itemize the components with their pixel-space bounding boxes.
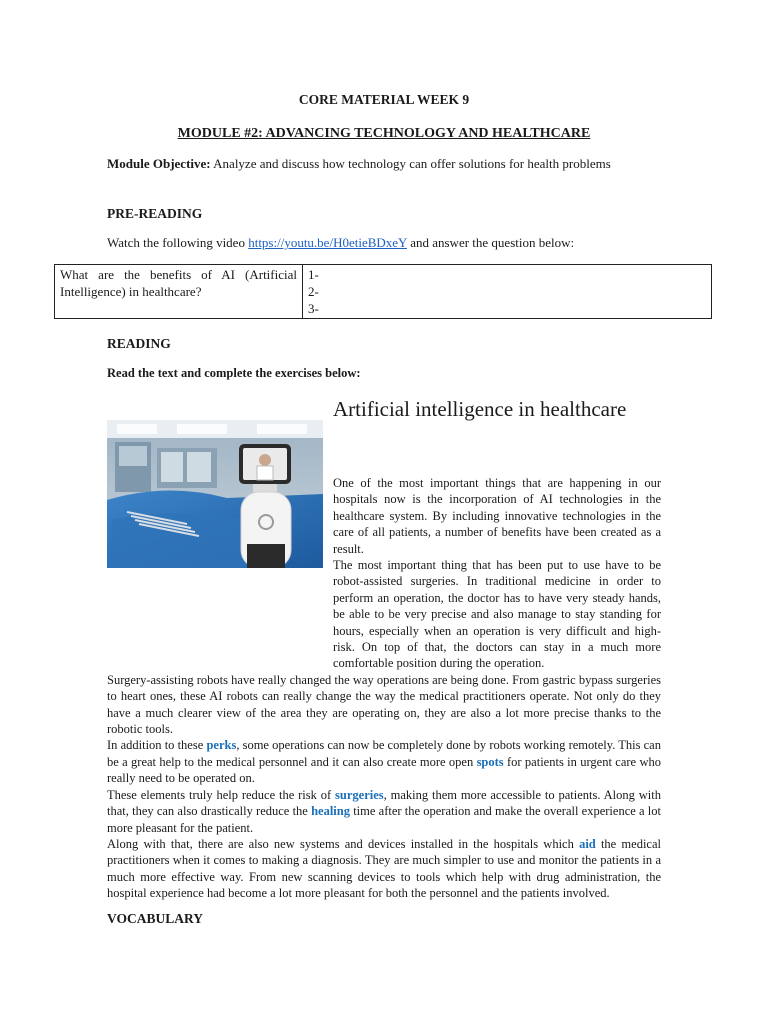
video-link[interactable]: https://youtu.be/H0etieBDxeY [248,235,407,250]
module-title: MODULE #2: ADVANCING TECHNOLOGY AND HEALTHCARE [177,126,591,141]
keyword-spots: spots [476,754,504,769]
keyword-aid: aid [579,836,596,851]
paragraph-text: the medical practitioners when it comes to making a diagnosis. They are much simpler to use and monitor the patients in a much more effective way. From new scanning devices to tools which help with drug administration, the hospital experience had become a lot more pleasant for both the personnel and the patients involved. [107,836,661,901]
reading-instruction: Read the text and complete the exercises below: [107,366,361,380]
article-paragraph: The most important thing that has been put to use have to be robot-assisted surgeries. In traditional medicine in order to perform an operation, the doctor has to have very steady hands, be able to be very precise and also manage to stay standing for hours, especially when an operation is very difficult and high-risk. On top of that, the doctors can stay in a much more comfortable position during the operation. [333,558,661,671]
objective-label: Module Objective: [107,156,211,171]
paragraph-text: , making them more accessible to patients. Along with that, they can also drastically reduce the [107,787,661,819]
watch-text-after: and answer the question below: [406,235,575,250]
watch-instruction [107,235,667,251]
module-objective [107,155,661,172]
question-cell: What are the benefits of AI (Artificial Intelligence) in healthcare? [55,265,303,319]
paragraph-text: These elements truly help reduce the risk of [107,787,336,802]
paragraph-text: Along with that, there are also new systems and devices installed in the hospitals which [107,836,580,851]
article-paragraph [107,787,661,836]
paragraph-text: time after the operation and make the overall experience a lot more pleasant for the patient. [107,804,661,835]
robot-operating-room-photo [107,420,323,568]
paragraph-text: , some operations can now be completely done by robots working remotely. This can be a great help to the medical personnel and it can also create more open [107,738,661,769]
keyword-healing: healing [311,804,350,819]
answer-line-3: 3- [308,301,319,316]
question-table [54,264,712,319]
vocabulary-heading: VOCABULARY [107,911,204,926]
watch-text-before: Watch the following video [107,235,249,250]
pre-reading-heading: PRE-READING [107,206,203,221]
article-title: Artificial intelligence in healthcare [333,397,627,421]
answer-cell[interactable] [303,265,712,319]
keyword-surgeries: surgeries [335,787,384,802]
paragraph-text: for patients in urgent care who really need to be operated on. [107,754,661,786]
answer-line-1: 1- [308,267,319,282]
page-title: CORE MATERIAL WEEK 9 [298,92,470,107]
keyword-perks: perks [206,738,237,753]
objective-text: Analyze and discuss how technology can offer solutions for health problems [210,156,611,171]
article-paragraph [107,836,661,902]
paragraph-text: In addition to these [107,738,207,753]
article-intro: One of the most important things that are happening in our hospitals now is the incorporation of AI technologies in the healthcare system. By including innovative technologies in the care of all patients, a number of benefits have been created as a result. [333,476,661,556]
answer-line-2: 2- [308,284,319,299]
article-body [107,557,661,902]
article-paragraph [107,737,661,786]
reading-heading: READING [107,336,171,351]
article-paragraph: Surgery-assisting robots have really changed the way operations are being done. From gastric bypass surgeries to heart ones, these AI robots can really change the way the medical practitioners operate. Not only do they have a much clearer view of the area they are operating on, they are also a lot more precise thanks to the robotic tools. [107,672,661,737]
